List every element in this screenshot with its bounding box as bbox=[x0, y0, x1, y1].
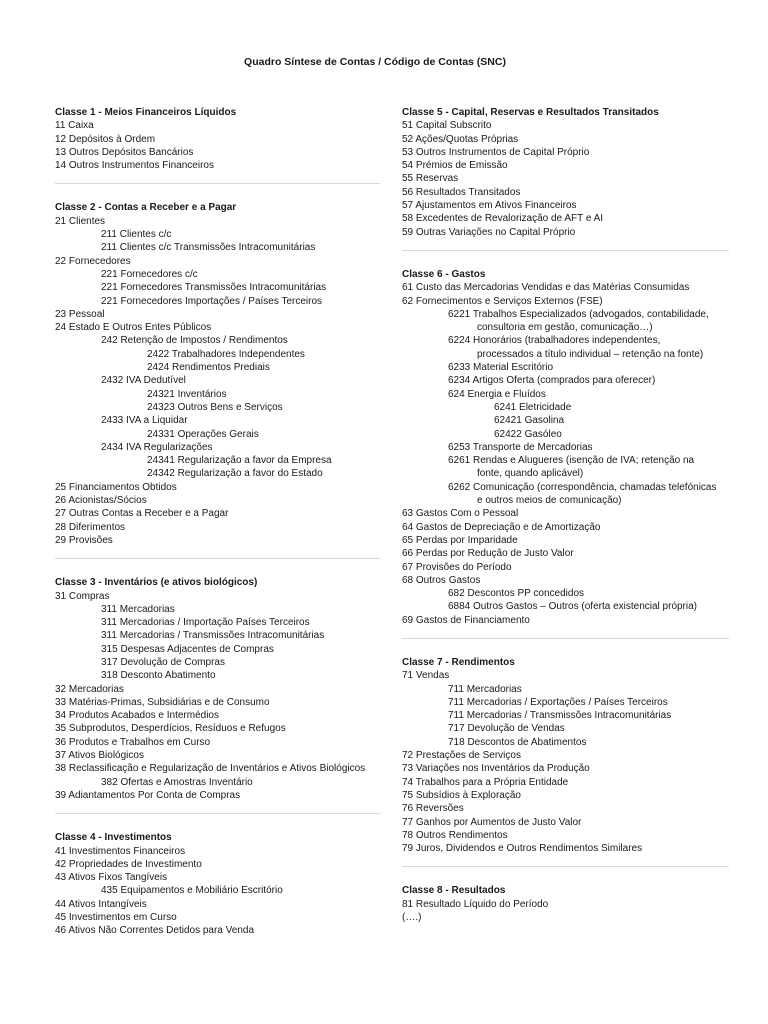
sub-account-line: 24323 Outros Bens e Serviços bbox=[147, 401, 283, 413]
sub-account-line: fonte, quando aplicável) bbox=[477, 468, 584, 480]
section-divider bbox=[402, 250, 729, 251]
account-line: 64 Gastos de Depreciação e de Amortização bbox=[402, 521, 601, 533]
account-line: 38 Reclassificação e Regularização de Inventários e Ativos Biológicos bbox=[55, 763, 366, 775]
account-line: 67 Provisões do Período bbox=[402, 561, 512, 573]
sub-account-line: 2434 IVA Regularizações bbox=[101, 441, 213, 453]
sub-account-line: 311 Mercadorias / Transmissões Intracomunitárias bbox=[101, 630, 325, 642]
sub-account-line: processados a título individual – retenção na fonte) bbox=[477, 348, 704, 360]
account-line: 78 Outros Rendimentos bbox=[402, 829, 508, 841]
account-line: 33 Matérias-Primas, Subsidiárias e de Consumo bbox=[55, 696, 270, 708]
sub-account-line: 6241 Eletricidade bbox=[494, 401, 572, 413]
sub-account-line: consultoria em gestão, comunicação…) bbox=[477, 322, 653, 334]
account-line: 41 Investimentos Financeiros bbox=[55, 845, 186, 857]
account-line: 57 Ajustamentos em Ativos Financeiros bbox=[402, 200, 577, 212]
account-line: 63 Gastos Com o Pessoal bbox=[402, 508, 519, 520]
account-line: 37 Ativos Biológicos bbox=[55, 750, 144, 762]
sub-account-line: 221 Fornecedores c/c bbox=[101, 268, 198, 280]
sub-account-line: 24321 Inventários bbox=[147, 388, 227, 400]
account-line: 72 Prestações de Serviços bbox=[402, 750, 521, 762]
account-class-section bbox=[55, 201, 385, 547]
sub-account-line: 2433 IVA a Liquidar bbox=[101, 415, 188, 427]
sub-account-line: 2424 Rendimentos Prediais bbox=[147, 362, 270, 374]
sub-account-line: 211 Clientes c/c Transmissões Intracomunitárias bbox=[101, 242, 316, 254]
sub-account-line: 242 Retenção de Impostos / Rendimentos bbox=[101, 335, 288, 347]
account-line: 43 Ativos Fixos Tangíveis bbox=[55, 872, 168, 884]
account-line: 59 Outras Variações no Capital Próprio bbox=[402, 226, 576, 238]
account-line: 21 Clientes bbox=[55, 215, 106, 227]
account-line: 31 Compras bbox=[55, 590, 110, 602]
account-line: 44 Ativos Intangíveis bbox=[55, 898, 147, 910]
account-line: 51 Capital Subscrito bbox=[402, 120, 492, 132]
sub-account-line: 24331 Operações Gerais bbox=[147, 428, 259, 440]
sub-account-line: 711 Mercadorias / Exportações / Países Terceiros bbox=[448, 696, 668, 708]
account-line: 61 Custo das Mercadorias Vendidas e das Matérias Consumidas bbox=[402, 282, 690, 294]
sub-account-line: 24342 Regularização a favor do Estado bbox=[147, 468, 323, 480]
account-line: 77 Ganhos por Aumentos de Justo Valor bbox=[402, 816, 582, 828]
left-column bbox=[55, 106, 385, 938]
account-class-section bbox=[402, 884, 732, 924]
sub-account-line: 6262 Comunicação (correspondência, chamadas telefónicas bbox=[448, 481, 717, 493]
account-line: 58 Excedentes de Revalorização de AFT e AI bbox=[402, 213, 604, 225]
sub-account-line: 318 Desconto Abatimento bbox=[101, 670, 216, 682]
sub-account-line: 62422 Gasóleo bbox=[494, 428, 562, 440]
section-divider bbox=[402, 866, 729, 867]
account-line: 52 Ações/Quotas Próprias bbox=[402, 133, 519, 145]
account-line: 76 Reversões bbox=[402, 803, 464, 815]
sub-account-line: 6253 Transporte de Mercadorias bbox=[448, 441, 593, 453]
account-line: 66 Perdas por Redução de Justo Valor bbox=[402, 548, 574, 560]
sub-account-line: 624 Energia e Fluídos bbox=[448, 388, 546, 400]
account-line: (….) bbox=[402, 912, 422, 924]
sub-account-line: 717 Devolução de Vendas bbox=[448, 723, 565, 735]
account-line: 71 Vendas bbox=[402, 670, 450, 682]
sub-account-line: 211 Clientes c/c bbox=[101, 229, 172, 241]
sub-account-line: 24341 Regularização a favor da Empresa bbox=[147, 455, 332, 467]
account-class-section bbox=[402, 268, 732, 627]
sub-account-line: 382 Ofertas e Amostras Inventário bbox=[101, 776, 253, 788]
account-class-section bbox=[55, 106, 385, 172]
right-column bbox=[402, 106, 732, 924]
account-line: 11 Caixa bbox=[55, 120, 94, 132]
account-class-section bbox=[55, 576, 385, 802]
section-divider bbox=[402, 638, 729, 639]
sub-account-line: 682 Descontos PP concedidos bbox=[448, 588, 585, 600]
sub-account-line: 435 Equipamentos e Mobiliário Escritório bbox=[101, 885, 283, 897]
account-line: 55 Reservas bbox=[402, 173, 459, 185]
section-divider bbox=[55, 183, 380, 184]
class-heading: Classe 7 - Rendimentos bbox=[402, 656, 515, 668]
account-line: 62 Fornecimentos e Serviços Externos (FSE) bbox=[402, 295, 603, 307]
sub-account-line: e outros meios de comunicação) bbox=[477, 495, 622, 507]
account-line: 34 Produtos Acabados e Intermédios bbox=[55, 710, 219, 722]
account-line: 69 Gastos de Financiamento bbox=[402, 614, 530, 626]
sub-account-line: 718 Descontos de Abatimentos bbox=[448, 736, 587, 748]
sub-account-line: 711 Mercadorias / Transmissões Intracomunitárias bbox=[448, 710, 672, 722]
account-line: 75 Subsídios à Exploração bbox=[402, 789, 521, 801]
sub-account-line: 221 Fornecedores Importações / Países Terceiros bbox=[101, 295, 323, 307]
account-line: 26 Acionistas/Sócios bbox=[55, 495, 147, 507]
account-line: 79 Juros, Dividendos e Outros Rendimentos Similares bbox=[402, 843, 643, 855]
class-heading: Classe 3 - Inventários (e ativos biológicos) bbox=[55, 577, 258, 589]
section-divider bbox=[55, 813, 380, 814]
sub-account-line: 6233 Material Escritório bbox=[448, 362, 554, 374]
account-line: 28 Diferimentos bbox=[55, 521, 126, 533]
account-line: 68 Outros Gastos bbox=[402, 574, 481, 586]
class-heading: Classe 2 - Contas a Receber e a Pagar bbox=[55, 202, 237, 214]
class-heading: Classe 1 - Meios Financeiros Líquidos bbox=[55, 107, 237, 118]
sub-account-line: 315 Despesas Adjacentes de Compras bbox=[101, 643, 274, 655]
account-class-section bbox=[55, 831, 385, 937]
sub-account-line: 6221 Trabalhos Especializados (advogados, contabilidade, bbox=[448, 308, 709, 320]
account-line: 29 Provisões bbox=[55, 534, 113, 546]
account-class-section bbox=[402, 656, 732, 855]
class-heading: Classe 6 - Gastos bbox=[402, 268, 486, 280]
account-line: 22 Fornecedores bbox=[55, 255, 131, 267]
account-line: 35 Subprodutos, Desperdícios, Resíduos e Refugos bbox=[55, 723, 286, 735]
account-line: 25 Financiamentos Obtidos bbox=[55, 481, 177, 493]
account-line: 13 Outros Depósitos Bancários bbox=[55, 146, 194, 158]
class-heading: Classe 4 - Investimentos bbox=[55, 832, 172, 844]
account-line: 42 Propriedades de Investimento bbox=[55, 858, 202, 870]
sub-account-line: 311 Mercadorias bbox=[101, 603, 175, 615]
page-title: Quadro Síntese de Contas / Código de Contas (SNC) bbox=[244, 56, 506, 68]
account-line: 12 Depósitos à Ordem bbox=[55, 133, 156, 145]
account-line: 24 Estado E Outros Entes Públicos bbox=[55, 322, 212, 334]
account-line: 81 Resultado Líquido do Período bbox=[402, 898, 549, 910]
account-line: 73 Variações nos Inventários da Produção bbox=[402, 763, 590, 775]
sub-account-line: 6884 Outros Gastos – Outros (oferta existencial própria) bbox=[448, 601, 698, 613]
sub-account-line: 6224 Honorários (trabalhadores independentes, bbox=[448, 335, 661, 347]
sub-account-line: 2422 Trabalhadores Independentes bbox=[147, 348, 305, 360]
account-line: 53 Outros Instrumentos de Capital Próprio bbox=[402, 146, 590, 158]
account-line: 45 Investimentos em Curso bbox=[55, 912, 177, 924]
sub-account-line: 311 Mercadorias / Importação Países Terceiros bbox=[101, 617, 310, 629]
account-line: 74 Trabalhos para a Própria Entidade bbox=[402, 776, 569, 788]
account-line: 39 Adiantamentos Por Conta de Compras bbox=[55, 789, 241, 801]
account-class-section bbox=[402, 106, 732, 239]
account-line: 36 Produtos e Trabalhos em Curso bbox=[55, 736, 211, 748]
sub-account-line: 6261 Rendas e Alugueres (isenção de IVA; retenção na bbox=[448, 455, 695, 467]
class-heading: Classe 5 - Capital, Reservas e Resultados Transitados bbox=[402, 107, 659, 118]
account-line: 46 Ativos Não Correntes Detidos para Venda bbox=[55, 925, 255, 937]
account-line: 27 Outras Contas a Receber e a Pagar bbox=[55, 508, 229, 520]
sub-account-line: 711 Mercadorias bbox=[448, 683, 522, 695]
sub-account-line: 221 Fornecedores Transmissões Intracomunitárias bbox=[101, 282, 327, 294]
sub-account-line: 2432 IVA Dedutível bbox=[101, 375, 186, 387]
account-line: 14 Outros Instrumentos Financeiros bbox=[55, 160, 214, 172]
sub-account-line: 62421 Gasolina bbox=[494, 415, 565, 427]
account-line: 65 Perdas por Imparidade bbox=[402, 534, 518, 546]
sub-account-line: 317 Devolução de Compras bbox=[101, 656, 225, 668]
account-line: 23 Pessoal bbox=[55, 308, 105, 320]
account-line: 56 Resultados Transitados bbox=[402, 186, 521, 198]
class-heading: Classe 8 - Resultados bbox=[402, 885, 506, 897]
section-divider bbox=[55, 558, 380, 559]
account-line: 32 Mercadorias bbox=[55, 683, 124, 695]
account-line: 54 Prémios de Emissão bbox=[402, 160, 508, 172]
sub-account-line: 6234 Artigos Oferta (comprados para oferecer) bbox=[448, 375, 656, 387]
